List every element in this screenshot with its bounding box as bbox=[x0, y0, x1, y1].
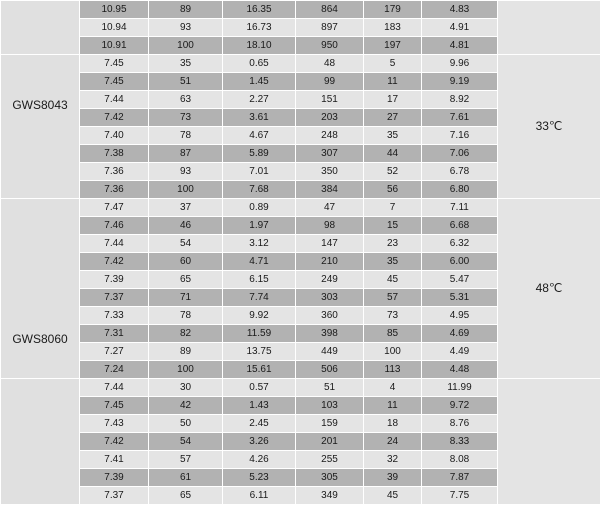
table-cell: 7 bbox=[364, 199, 422, 217]
table-cell: 93 bbox=[149, 19, 223, 37]
table-cell: 4 bbox=[364, 379, 422, 397]
table-cell: 5.23 bbox=[223, 469, 296, 487]
table-cell: 9.19 bbox=[422, 73, 498, 91]
table-cell: 18 bbox=[364, 415, 422, 433]
table-cell: 210 bbox=[296, 253, 364, 271]
table-cell: 13.75 bbox=[223, 343, 296, 361]
table-cell: 7.41 bbox=[80, 451, 149, 469]
table-cell: 7.39 bbox=[80, 469, 149, 487]
table-cell: 8.33 bbox=[422, 433, 498, 451]
table-cell: 57 bbox=[364, 289, 422, 307]
table-cell: 6.78 bbox=[422, 163, 498, 181]
table-cell: 100 bbox=[149, 361, 223, 379]
table-cell: 5.47 bbox=[422, 271, 498, 289]
table-cell: 9.96 bbox=[422, 55, 498, 73]
table-cell: 45 bbox=[364, 487, 422, 505]
table-cell: 65 bbox=[149, 271, 223, 289]
table-cell: 73 bbox=[149, 109, 223, 127]
table-cell: 7.75 bbox=[422, 487, 498, 505]
table-cell: 61 bbox=[149, 469, 223, 487]
table-cell: 303 bbox=[296, 289, 364, 307]
table-cell: 71 bbox=[149, 289, 223, 307]
table-cell: 197 bbox=[364, 37, 422, 55]
table-cell: 7.38 bbox=[80, 145, 149, 163]
table-cell: 7.40 bbox=[80, 127, 149, 145]
table-cell: 897 bbox=[296, 19, 364, 37]
table-cell: 7.87 bbox=[422, 469, 498, 487]
table-cell: 4.91 bbox=[422, 19, 498, 37]
table-cell: 57 bbox=[149, 451, 223, 469]
table-cell: 78 bbox=[149, 127, 223, 145]
table-cell: 7.45 bbox=[80, 73, 149, 91]
table-cell: 42 bbox=[149, 397, 223, 415]
table-cell: 7.45 bbox=[80, 397, 149, 415]
table-cell: 449 bbox=[296, 343, 364, 361]
table-cell: 2.45 bbox=[223, 415, 296, 433]
table-cell: 45 bbox=[364, 271, 422, 289]
table-cell: 98 bbox=[296, 217, 364, 235]
table-row bbox=[1, 199, 600, 217]
table-cell: 10.95 bbox=[80, 1, 149, 19]
table-cell: 7.27 bbox=[80, 343, 149, 361]
table-cell: 56 bbox=[364, 181, 422, 199]
table-cell: 113 bbox=[364, 361, 422, 379]
table-cell: 73 bbox=[364, 307, 422, 325]
table-cell: 7.06 bbox=[422, 145, 498, 163]
table-cell: 506 bbox=[296, 361, 364, 379]
table-cell: 7.39 bbox=[80, 271, 149, 289]
table-cell: 3.26 bbox=[223, 433, 296, 451]
table-cell: 78 bbox=[149, 307, 223, 325]
table-cell: 6.68 bbox=[422, 217, 498, 235]
table-cell: 47 bbox=[296, 199, 364, 217]
table-cell: 85 bbox=[364, 325, 422, 343]
table-cell: 7.44 bbox=[80, 91, 149, 109]
table-cell: 5 bbox=[364, 55, 422, 73]
table-cell: 65 bbox=[149, 487, 223, 505]
table-cell: 0.89 bbox=[223, 199, 296, 217]
table-cell: 7.31 bbox=[80, 325, 149, 343]
table-cell: 50 bbox=[149, 415, 223, 433]
table-cell: 151 bbox=[296, 91, 364, 109]
table-cell: 6.00 bbox=[422, 253, 498, 271]
table-cell: 18.10 bbox=[223, 37, 296, 55]
table-cell: 5.31 bbox=[422, 289, 498, 307]
table-cell: 52 bbox=[364, 163, 422, 181]
table-cell: 349 bbox=[296, 487, 364, 505]
table-cell: 1.97 bbox=[223, 217, 296, 235]
table-row bbox=[1, 55, 600, 73]
table-cell: 100 bbox=[149, 37, 223, 55]
table-cell: 7.16 bbox=[422, 127, 498, 145]
table-cell: 6.15 bbox=[223, 271, 296, 289]
table-cell: 4.67 bbox=[223, 127, 296, 145]
table-cell: 89 bbox=[149, 343, 223, 361]
table-cell: 87 bbox=[149, 145, 223, 163]
table-cell: 82 bbox=[149, 325, 223, 343]
table-cell: 51 bbox=[149, 73, 223, 91]
table-cell: 30 bbox=[149, 379, 223, 397]
temperature-cell: 33℃ bbox=[498, 55, 600, 199]
table-cell: 17 bbox=[364, 91, 422, 109]
table-cell: 950 bbox=[296, 37, 364, 55]
table-cell: 32 bbox=[364, 451, 422, 469]
table-cell: 7.43 bbox=[80, 415, 149, 433]
table-cell: 7.36 bbox=[80, 181, 149, 199]
table-cell: 384 bbox=[296, 181, 364, 199]
table-cell: 3.61 bbox=[223, 109, 296, 127]
table-cell: 7.42 bbox=[80, 109, 149, 127]
table-cell: 5.89 bbox=[223, 145, 296, 163]
table-cell: 7.01 bbox=[223, 163, 296, 181]
table-cell: 10.94 bbox=[80, 19, 149, 37]
table-cell: 305 bbox=[296, 469, 364, 487]
table-cell: 203 bbox=[296, 109, 364, 127]
table-cell: 16.73 bbox=[223, 19, 296, 37]
table-cell: 179 bbox=[364, 1, 422, 19]
table-cell: 7.33 bbox=[80, 307, 149, 325]
table-cell: 6.80 bbox=[422, 181, 498, 199]
table-cell: 0.65 bbox=[223, 55, 296, 73]
table-cell: 8.92 bbox=[422, 91, 498, 109]
table-cell: 7.44 bbox=[80, 235, 149, 253]
table-cell: 54 bbox=[149, 235, 223, 253]
table-cell: 37 bbox=[149, 199, 223, 217]
table-cell: 6.11 bbox=[223, 487, 296, 505]
table-cell: 398 bbox=[296, 325, 364, 343]
table-row bbox=[1, 1, 600, 19]
table-body bbox=[1, 1, 600, 505]
table-cell: 11.99 bbox=[422, 379, 498, 397]
table-cell: 4.83 bbox=[422, 1, 498, 19]
model-cell: GWS8060 bbox=[1, 199, 80, 379]
temperature-cell bbox=[498, 1, 600, 55]
table-cell: 99 bbox=[296, 73, 364, 91]
table-cell: 11.59 bbox=[223, 325, 296, 343]
table-cell: 864 bbox=[296, 1, 364, 19]
table-cell: 7.44 bbox=[80, 379, 149, 397]
table-cell: 0.57 bbox=[223, 379, 296, 397]
table-cell: 7.68 bbox=[223, 181, 296, 199]
table-cell: 4.81 bbox=[422, 37, 498, 55]
table-cell: 11 bbox=[364, 397, 422, 415]
model-cell: GWS8043 bbox=[1, 55, 80, 199]
table-cell: 51 bbox=[296, 379, 364, 397]
table-cell: 35 bbox=[149, 55, 223, 73]
table-cell: 360 bbox=[296, 307, 364, 325]
table-cell: 63 bbox=[149, 91, 223, 109]
table-cell: 7.37 bbox=[80, 289, 149, 307]
table-cell: 15.61 bbox=[223, 361, 296, 379]
table-cell: 9.72 bbox=[422, 397, 498, 415]
table-cell: 7.45 bbox=[80, 55, 149, 73]
table-cell: 248 bbox=[296, 127, 364, 145]
table-cell: 350 bbox=[296, 163, 364, 181]
table-cell: 15 bbox=[364, 217, 422, 235]
table-cell: 249 bbox=[296, 271, 364, 289]
table-cell: 7.37 bbox=[80, 487, 149, 505]
table-cell: 1.45 bbox=[223, 73, 296, 91]
table-cell: 7.36 bbox=[80, 163, 149, 181]
table-cell: 1.43 bbox=[223, 397, 296, 415]
table-cell: 255 bbox=[296, 451, 364, 469]
table-cell: 8.08 bbox=[422, 451, 498, 469]
table-cell: 147 bbox=[296, 235, 364, 253]
table-cell: 201 bbox=[296, 433, 364, 451]
table-cell: 100 bbox=[149, 181, 223, 199]
table-cell: 7.74 bbox=[223, 289, 296, 307]
table-cell: 7.42 bbox=[80, 253, 149, 271]
table-row bbox=[1, 379, 600, 397]
table-cell: 100 bbox=[364, 343, 422, 361]
table-cell: 11 bbox=[364, 73, 422, 91]
table-cell: 8.76 bbox=[422, 415, 498, 433]
table-cell: 10.91 bbox=[80, 37, 149, 55]
table-cell: 89 bbox=[149, 1, 223, 19]
table-cell: 7.61 bbox=[422, 109, 498, 127]
table-cell: 103 bbox=[296, 397, 364, 415]
table-cell: 3.12 bbox=[223, 235, 296, 253]
table-cell: 307 bbox=[296, 145, 364, 163]
table-cell: 4.71 bbox=[223, 253, 296, 271]
table-cell: 60 bbox=[149, 253, 223, 271]
table-cell: 27 bbox=[364, 109, 422, 127]
table-cell: 24 bbox=[364, 433, 422, 451]
table-cell: 46 bbox=[149, 217, 223, 235]
table-cell: 23 bbox=[364, 235, 422, 253]
table-cell: 4.26 bbox=[223, 451, 296, 469]
table-cell: 54 bbox=[149, 433, 223, 451]
table-cell: 183 bbox=[364, 19, 422, 37]
table-cell: 35 bbox=[364, 127, 422, 145]
table-cell: 7.11 bbox=[422, 199, 498, 217]
table-cell: 4.95 bbox=[422, 307, 498, 325]
model-cell bbox=[1, 379, 80, 505]
table-cell: 4.69 bbox=[422, 325, 498, 343]
temperature-cell: 48℃ bbox=[498, 199, 600, 379]
table-cell: 44 bbox=[364, 145, 422, 163]
table-cell: 39 bbox=[364, 469, 422, 487]
table-cell: 2.27 bbox=[223, 91, 296, 109]
table-cell: 9.92 bbox=[223, 307, 296, 325]
table-cell: 93 bbox=[149, 163, 223, 181]
model-cell bbox=[1, 1, 80, 55]
table-cell: 6.32 bbox=[422, 235, 498, 253]
table-cell: 7.24 bbox=[80, 361, 149, 379]
table-cell: 4.49 bbox=[422, 343, 498, 361]
table-cell: 7.47 bbox=[80, 199, 149, 217]
table-cell: 35 bbox=[364, 253, 422, 271]
table-cell: 4.48 bbox=[422, 361, 498, 379]
table-cell: 159 bbox=[296, 415, 364, 433]
table-cell: 16.35 bbox=[223, 1, 296, 19]
table-cell: 48 bbox=[296, 55, 364, 73]
table-cell: 7.42 bbox=[80, 433, 149, 451]
table-cell: 7.46 bbox=[80, 217, 149, 235]
temperature-cell bbox=[498, 379, 600, 505]
